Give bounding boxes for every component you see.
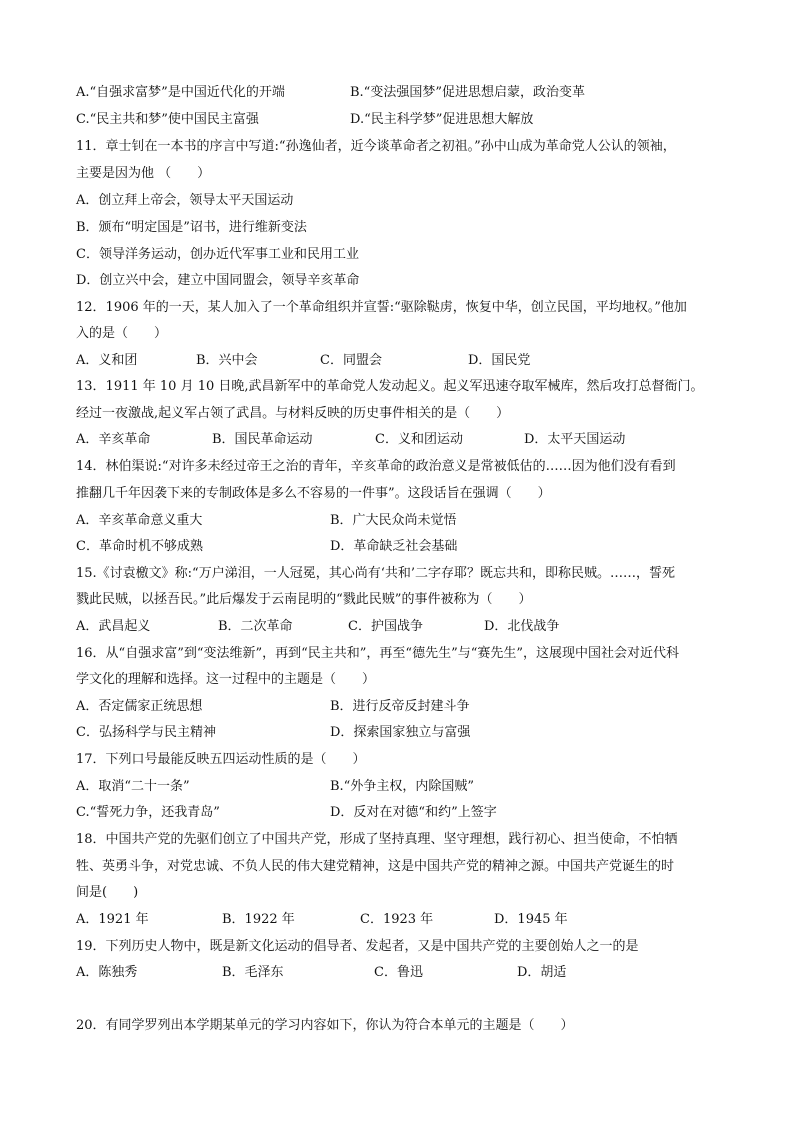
q19-stem-line-1: 19．下列历史人物中，既是新文化运动的倡导者、发起者，又是中国共产党的主要创始人之一的是 [76,939,639,954]
q11-option-b: B．颁布“明定国是”诏书，进行维新变法 [76,220,307,235]
q11-stem-line-2: 主要是因为他 （ ） [76,166,211,181]
q13-option-c: C．义和团运动 [375,432,463,447]
q12-option-c: C．同盟会 [320,353,382,368]
q17-option-b: B.“外争主权，内除国贼” [330,779,474,794]
q15-option-d: D．北伐战争 [484,619,560,634]
q18-option-a: A．1921 年 [76,912,149,927]
q11-stem-line-1: 11．章士钊在一本书的序言中写道:“孙逸仙者，近今谈革命者之初祖。”孙中山成为革命党人公认的领袖， [76,139,676,154]
q11-option-a: A．创立拜上帝会，领导太平天国运动 [76,193,294,208]
q14-stem-line-1: 14．林伯渠说:“对许多未经过帝王之治的青年，辛亥革命的政治意义是常被低估的……因为他们没有看到 [76,459,676,474]
q10-option-d: D.“民主科学梦”促进思想大解放 [350,112,534,127]
q13-option-d: D．太平天国运动 [524,432,626,447]
q12-option-b: B．兴中会 [196,353,258,368]
q11-option-c: C．领导洋务运动，创办近代军事工业和民用工业 [76,247,359,262]
q18-option-c: C．1923 年 [360,912,434,927]
q17-stem-line-1: 17．下列口号最能反映五四运动性质的是（ ） [76,752,366,767]
q13-stem-line-2: 经过一夜激战,起义军占领了武昌。与材料反映的历史事件相关的是（ ） [76,406,510,421]
q19-option-a: A．陈独秀 [76,965,138,980]
q15-option-b: B．二次革命 [218,619,293,634]
q16-option-c: C．弘扬科学与民主精神 [76,725,216,740]
q17-option-d: D．反对在对德“和约”上签字 [330,805,497,820]
q15-stem-line-2: 戮此民贼，以拯吾民。”此后爆发于云南昆明的“戮此民贼”的事件被称为（ ） [76,592,532,607]
q12-stem-line-1: 12．1906 年的一天，某人加入了一个革命组织并宣誓:“驱除鞑虏，恢复中华，创立民国，平均地权。”他加 [76,300,687,315]
q11-option-d: D．创立兴中会，建立中国同盟会，领导辛亥革命 [76,273,360,288]
q18-stem-line-2: 牲、英勇斗争，对党忠诚、不负人民的伟大建党精神，这是中国共产党的精神之源。中国共产党诞生的时 [76,859,675,874]
q14-option-b: B．广大民众尚未觉悟 [330,513,457,528]
q10-option-b: B.“变法强国梦”促进思想启蒙，政治变革 [350,85,585,100]
q15-option-c: C．护国战争 [348,619,423,634]
q16-option-b: B．进行反帝反封建斗争 [330,699,470,714]
q19-option-d: D．胡适 [517,965,567,980]
q13-option-a: A．辛亥革命 [76,432,151,447]
q16-stem-line-2: 学文化的理解和选择。这一过程中的主题是（ ） [76,672,376,687]
q12-option-d: D．国民党 [468,353,531,368]
q17-option-a: A．取消“二十一条” [76,779,190,794]
q18-option-b: B．1922 年 [222,912,295,927]
q16-option-d: D．探索国家独立与富强 [330,725,471,740]
q20-stem-line-1: 20．有同学罗列出本学期某单元的学习内容如下，你认为符合本单元的主题是（ ） [76,1018,574,1033]
q14-option-c: C．革命时机不够成熟 [76,539,203,554]
q17-option-c: C.“誓死力争，还我青岛” [76,805,220,820]
q19-option-b: B．毛泽东 [222,965,284,980]
q14-stem-line-2: 推翻几千年因袭下来的专制政体是多么不容易的一件事”。这段话旨在强调（ ） [76,486,551,501]
q18-stem-line-1: 18．中国共产党的先驱们创立了中国共产党，形成了坚持真理、坚守理想，践行初心、担当使命，不怕牺 [76,832,678,847]
q12-option-a: A．义和团 [76,353,138,368]
q18-option-d: D．1945 年 [494,912,568,927]
q10-option-a: A.“自强求富梦”是中国近代化的开端 [76,85,285,100]
q10-option-c: C.“民主共和梦”使中国民主富强 [76,112,259,127]
q15-stem-line-1: 15.《讨袁檄文》称:“万户涕泪，一人冠冕，其心尚有‘共和’二字存耶？既忘共和，即称民贼。……，誓死 [76,566,675,581]
q15-option-a: A．武昌起义 [76,619,151,634]
q14-option-d: D．革命缺乏社会基础 [330,539,458,554]
q18-stem-line-3: 间是( ) [76,885,139,900]
q12-stem-line-2: 入的是（ ） [76,326,168,341]
q14-option-a: A．辛亥革命意义重大 [76,513,203,528]
q19-option-c: C．鲁迅 [374,965,423,980]
q16-option-a: A．否定儒家正统思想 [76,699,203,714]
q13-stem-line-1: 13．1911 年 10 月 10 日晚,武昌新军中的革命党人发动起义。起义军迅速夺取军械库，然后攻打总督衙门。 [76,379,704,394]
q13-option-b: B．国民革命运动 [212,432,313,447]
q16-stem-line-1: 16．从“自强求富”到“变法维新”，再到“民主共和”，再至“德先生”与“赛先生”，这展现中国社会对近代科 [76,646,680,661]
